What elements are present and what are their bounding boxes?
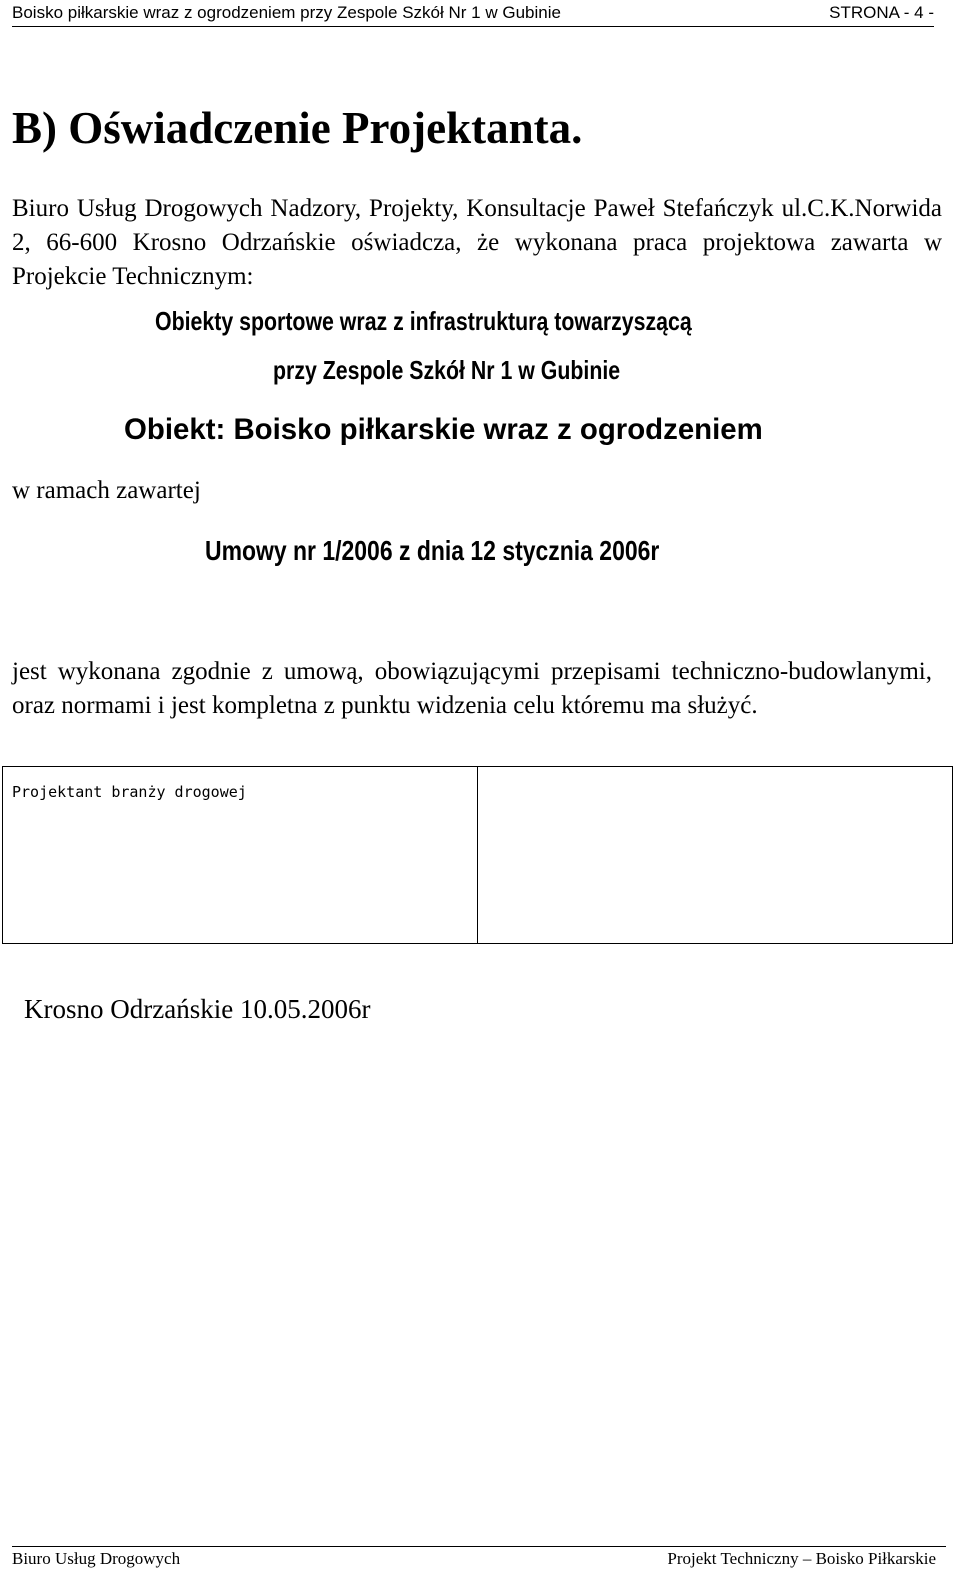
within-text: w ramach zawartej	[12, 477, 201, 504]
page-footer	[12, 1546, 946, 1568]
contract-reference: Umowy nr 1/2006 z dnia 12 stycznia 2006r	[205, 535, 660, 566]
signature-space-cell	[478, 767, 952, 943]
intro-paragraph: Biuro Usług Drogowych Nadzory, Projekty, Konsultacje Paweł Stefańczyk ul.C.K.Norwida 2, 66-600 Krosno Odrzańskie oświadcza, że wykonana praca projektowa zawarta w Projekcie Technicznym:	[12, 195, 942, 290]
page-header	[12, 0, 934, 27]
header-document-title: Boisko piłkarskie wraz z ogrodzeniem przy Zespole Szkół Nr 1 w Gubinie	[12, 3, 561, 22]
statement-paragraph: jest wykonana zgodnie z umową, obowiązującymi przepisami techniczno-budowlanymi, oraz normami i jest kompletna z punktu widzenia celu któremu ma służyć.	[12, 658, 932, 719]
footer-company: Biuro Usług Drogowych	[12, 1549, 181, 1568]
signature-table	[2, 766, 953, 944]
place-and-date: Krosno Odrzańskie 10.05.2006r	[24, 994, 371, 1024]
footer-project: Projekt Techniczny – Boisko Piłkarskie	[667, 1549, 936, 1568]
signature-label-cell	[3, 767, 478, 943]
object-name: Obiekt: Boisko piłkarskie wraz z ogrodzeniem	[124, 413, 763, 446]
header-page-number: STRONA - 4 -	[829, 3, 934, 22]
project-name-line-1: Obiekty sportowe wraz z infrastrukturą towarzyszącą	[155, 306, 692, 336]
section-title: B) Oświadczenie Projektanta.	[12, 103, 583, 153]
project-name-line-2: przy Zespole Szkół Nr 1 w Gubinie	[273, 355, 621, 385]
signature-label: Projektant branży drogowej	[12, 783, 247, 801]
